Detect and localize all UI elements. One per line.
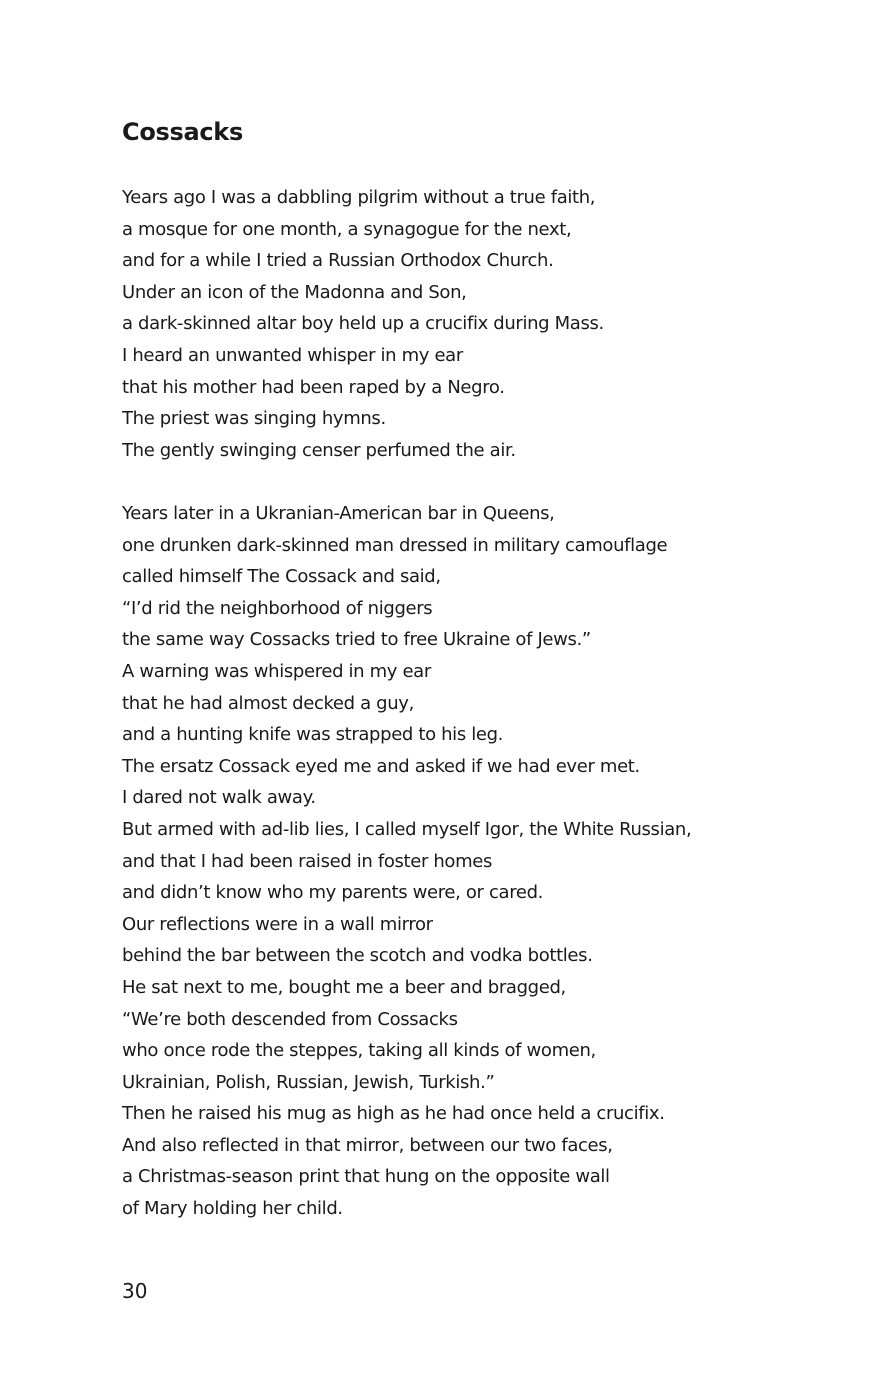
poem-line: And also reflected in that mirror, between our two faces, <box>122 1134 613 1156</box>
poem-line: But armed with ad-lib lies, I called myself Igor, the White Russian, <box>122 818 692 840</box>
poem-line: that he had almost decked a guy, <box>122 692 414 714</box>
stanza <box>122 182 604 466</box>
poem-line: “I’d rid the neighborhood of niggers <box>122 597 433 619</box>
poem-line: Years ago I was a dabbling pilgrim without a true faith, <box>122 187 596 208</box>
poem-line: I heard an unwanted whisper in my ear <box>122 344 463 366</box>
poem-line: of Mary holding her child. <box>122 1198 343 1220</box>
poem-line: a Christmas-season print that hung on the opposite wall <box>122 1166 610 1188</box>
poem-line: The ersatz Cossack eyed me and asked if we had ever met. <box>122 755 640 777</box>
poem-line: and didn’t know who my parents were, or cared. <box>122 882 544 904</box>
poem-line: Our reflections were in a wall mirror <box>122 913 433 935</box>
poem-line: “We’re both descended from Cossacks <box>122 1008 458 1030</box>
poem-line: Under an icon of the Madonna and Son, <box>122 281 467 303</box>
poem-line: behind the bar between the scotch and vodka bottles. <box>122 945 593 967</box>
poem-line: Ukrainian, Polish, Russian, Jewish, Turkish.” <box>122 1071 495 1093</box>
poem-line: and that I had been raised in foster homes <box>122 850 493 872</box>
poem-line: and a hunting knife was strapped to his leg. <box>122 724 504 746</box>
poem-line: and for a while I tried a Russian Orthodox Church. <box>122 250 554 272</box>
poem-line: one drunken dark-skinned man dressed in military camouflage <box>122 534 668 556</box>
poem-line: called himself The Cossack and said, <box>122 566 441 588</box>
poem-line: the same way Cossacks tried to free Ukraine of Jews.” <box>122 629 591 651</box>
poem-line: I dared not walk away. <box>122 787 316 809</box>
poem-line: A warning was whispered in my ear <box>122 660 431 682</box>
poem-line: The priest was singing hymns. <box>122 408 386 430</box>
poem-line: a mosque for one month, a synagogue for the next, <box>122 218 572 240</box>
poem-line: Years later in a Ukranian-American bar in Queens, <box>122 503 555 524</box>
poem-line: He sat next to me, bought me a beer and bragged, <box>122 976 566 998</box>
stanza <box>122 498 691 1225</box>
poem-line: The gently swinging censer perfumed the air. <box>122 439 516 461</box>
poem-title: Cossacks <box>122 118 243 146</box>
poem-line: Then he raised his mug as high as he had once held a crucifix. <box>122 1103 665 1125</box>
poem-line: who once rode the steppes, taking all kinds of women, <box>122 1040 596 1062</box>
poem-line: a dark-skinned altar boy held up a crucifix during Mass. <box>122 313 604 335</box>
poem-line: that his mother had been raped by a Negro. <box>122 376 505 398</box>
page-number: 30 <box>122 1279 148 1303</box>
